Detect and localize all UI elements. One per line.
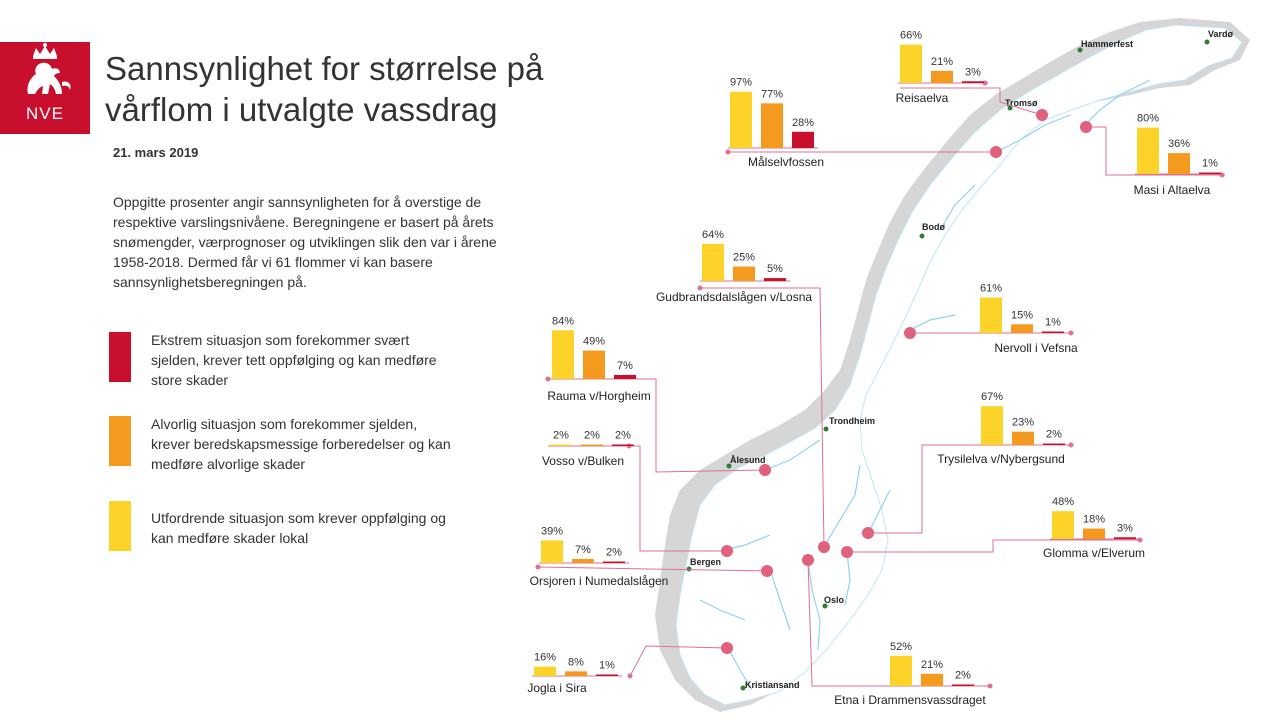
bar-value-label: 23% — [1011, 416, 1035, 429]
connector-line — [700, 288, 824, 547]
bar-severe — [583, 351, 605, 379]
title-line-1: Sannsynlighet for størrelse på — [105, 50, 544, 87]
bar-challenging — [550, 445, 572, 447]
station-name: Glomma v/Elverum — [1042, 546, 1146, 560]
station-name: Etna i Drammensvassdraget — [834, 693, 986, 707]
station-site-marker — [721, 642, 733, 654]
station-site-marker — [904, 327, 916, 339]
connector-end-dot — [628, 674, 633, 679]
bar-challenging — [534, 667, 556, 676]
station-site-marker — [862, 527, 874, 539]
bar-extreme — [1042, 332, 1064, 334]
bar-value-label: 2% — [553, 429, 569, 442]
station-site-marker — [818, 541, 830, 553]
connector-end-dot — [546, 377, 551, 382]
bar-challenging — [981, 406, 1003, 445]
bar-value-label: 16% — [533, 651, 557, 664]
bar-value-label: 18% — [1082, 513, 1106, 526]
bar-value-label: 2% — [606, 546, 622, 559]
bar-extreme — [1114, 537, 1136, 539]
city-kristiansand: Kristiansand — [745, 680, 800, 690]
bar-severe — [733, 267, 755, 282]
bar-value-label: 8% — [568, 656, 584, 669]
bar-extreme — [596, 675, 618, 677]
connector-end-dot — [726, 150, 731, 155]
bar-extreme — [1199, 173, 1221, 175]
connector-end-dot — [988, 684, 993, 689]
legend-text-challenging: Utfordrende situasjon som krever oppfølging og kan medføre skader lokal — [151, 510, 446, 546]
station-site-marker — [759, 464, 771, 476]
connector-end-dot — [1069, 443, 1074, 448]
bar-extreme — [962, 81, 984, 83]
station-site-marker — [990, 146, 1002, 158]
bar-severe — [1168, 153, 1190, 174]
bar-value-label: 2% — [615, 429, 631, 442]
bar-challenging — [541, 540, 563, 563]
bar-value-label: 1% — [1202, 157, 1218, 170]
bar-severe — [572, 559, 594, 563]
connector-end-dot — [536, 565, 541, 570]
city-oslo: Oslo — [824, 595, 845, 605]
bar-value-label: 2% — [955, 669, 971, 682]
bar-value-label: 36% — [1167, 138, 1191, 151]
title-line-2: vårflom i utvalgte vassdrag — [105, 91, 498, 128]
bar-extreme — [952, 685, 974, 687]
city-alesund: Ålesund — [730, 455, 766, 465]
connector-line — [629, 446, 727, 551]
station-site-marker — [1080, 121, 1092, 133]
bar-challenging — [980, 298, 1002, 333]
bar-severe — [1083, 529, 1105, 539]
bar-value-label: 67% — [980, 391, 1004, 404]
station-name: Vosso v/Bulken — [541, 454, 625, 468]
bar-challenging — [900, 45, 922, 83]
bar-severe — [1012, 432, 1034, 445]
logo-text: NVE — [26, 104, 64, 123]
bar-severe — [565, 671, 587, 676]
station-name: Reisaelva — [895, 91, 949, 105]
legend-text-severe: Alvorlig situasjon som forekommer sjelden, krever beredskapsmessige forberedelser og kan medføre alvorlige skader — [151, 416, 451, 472]
station-site-marker — [841, 546, 853, 558]
station-name: Masi i Altaelva — [1133, 183, 1211, 197]
bar-extreme — [764, 278, 786, 281]
bar-challenging — [1137, 128, 1159, 174]
bar-value-label: 7% — [617, 359, 633, 372]
station-name: Gudbrandsdalslågen v/Losna — [655, 290, 813, 304]
bar-challenging — [890, 656, 912, 686]
station-name: Rauma v/Horgheim — [547, 389, 651, 403]
bar-value-label: 21% — [930, 55, 954, 68]
bar-value-label: 3% — [1117, 522, 1133, 535]
bar-value-label: 1% — [1045, 316, 1061, 329]
bar-extreme — [612, 445, 634, 447]
station-name: Målselvfossen — [747, 155, 825, 169]
station-site-marker — [802, 554, 814, 566]
connector-end-dot — [1069, 331, 1074, 336]
bar-value-label: 5% — [767, 263, 783, 276]
bar-challenging — [552, 330, 574, 379]
description-text: Oppgitte prosenter angir sannsynligheten for å overstige de respektive varslingsnivåene. Beregningene er basert på årets snømengder, værprognoser og utviklingen slik den var i årene 1958-2018. Dermed får vi 61 flommer vi kan basere sannsynlighetsberegningen på. — [113, 194, 497, 290]
legend-text-extreme: Ekstrem situasjon som forekommer svært sjelden, krever tett oppfølging og kan medføre store skader — [151, 332, 437, 388]
station-name: Trysilelva v/Nybergsund — [937, 452, 1065, 466]
bar-value-label: 61% — [979, 282, 1003, 295]
bar-severe — [921, 674, 943, 686]
city-trondheim: Trondheim — [829, 416, 876, 426]
bar-value-label: 64% — [701, 228, 725, 241]
station-name: Orsjoren i Numedalslågen — [529, 574, 669, 588]
bar-challenging — [702, 244, 724, 281]
bar-value-label: 3% — [965, 66, 981, 79]
bar-severe — [581, 445, 603, 447]
bar-value-label: 84% — [551, 315, 575, 328]
bar-challenging — [1052, 511, 1074, 539]
bar-value-label: 80% — [1136, 112, 1160, 125]
bar-value-label: 97% — [729, 76, 753, 89]
bar-value-label: 21% — [920, 658, 944, 671]
bar-value-label: 48% — [1051, 496, 1075, 509]
station-site-marker — [721, 545, 733, 557]
bar-value-label: 7% — [575, 543, 591, 556]
station-name: Jogla i Sira — [527, 681, 587, 695]
bar-extreme — [1043, 444, 1065, 446]
bar-challenging — [730, 92, 752, 148]
city-vardo: Vardø — [1208, 29, 1234, 39]
city-hammerfest: Hammerfest — [1081, 39, 1134, 49]
bar-value-label: 1% — [599, 659, 615, 672]
bar-value-label: 2% — [1046, 428, 1062, 441]
city-bergen: Bergen — [690, 557, 722, 567]
bar-value-label: 66% — [899, 29, 923, 42]
bar-extreme — [603, 562, 625, 564]
connector-line — [630, 646, 727, 676]
city-bodo: Bodø — [922, 222, 945, 232]
city-tromso: Tromsø — [1005, 98, 1038, 108]
bar-value-label: 77% — [760, 88, 784, 101]
bar-value-label: 52% — [889, 640, 913, 653]
bar-value-label: 25% — [732, 251, 756, 264]
bar-severe — [1011, 324, 1033, 333]
bar-extreme — [792, 132, 814, 148]
bar-severe — [931, 71, 953, 83]
bar-extreme — [614, 375, 636, 379]
bar-value-label: 49% — [582, 335, 606, 348]
bar-value-label: 39% — [540, 525, 564, 538]
connector-line — [538, 567, 767, 571]
report-date: 21. mars 2019 — [113, 145, 199, 160]
station-site-marker — [761, 565, 773, 577]
station-name: Nervoll i Vefsna — [994, 341, 1078, 355]
station-site-marker — [1036, 109, 1048, 121]
bar-severe — [761, 103, 783, 148]
bar-value-label: 28% — [791, 116, 815, 129]
connector-end-dot — [1138, 538, 1143, 543]
bar-value-label: 2% — [584, 429, 600, 442]
bar-value-label: 15% — [1010, 309, 1034, 322]
